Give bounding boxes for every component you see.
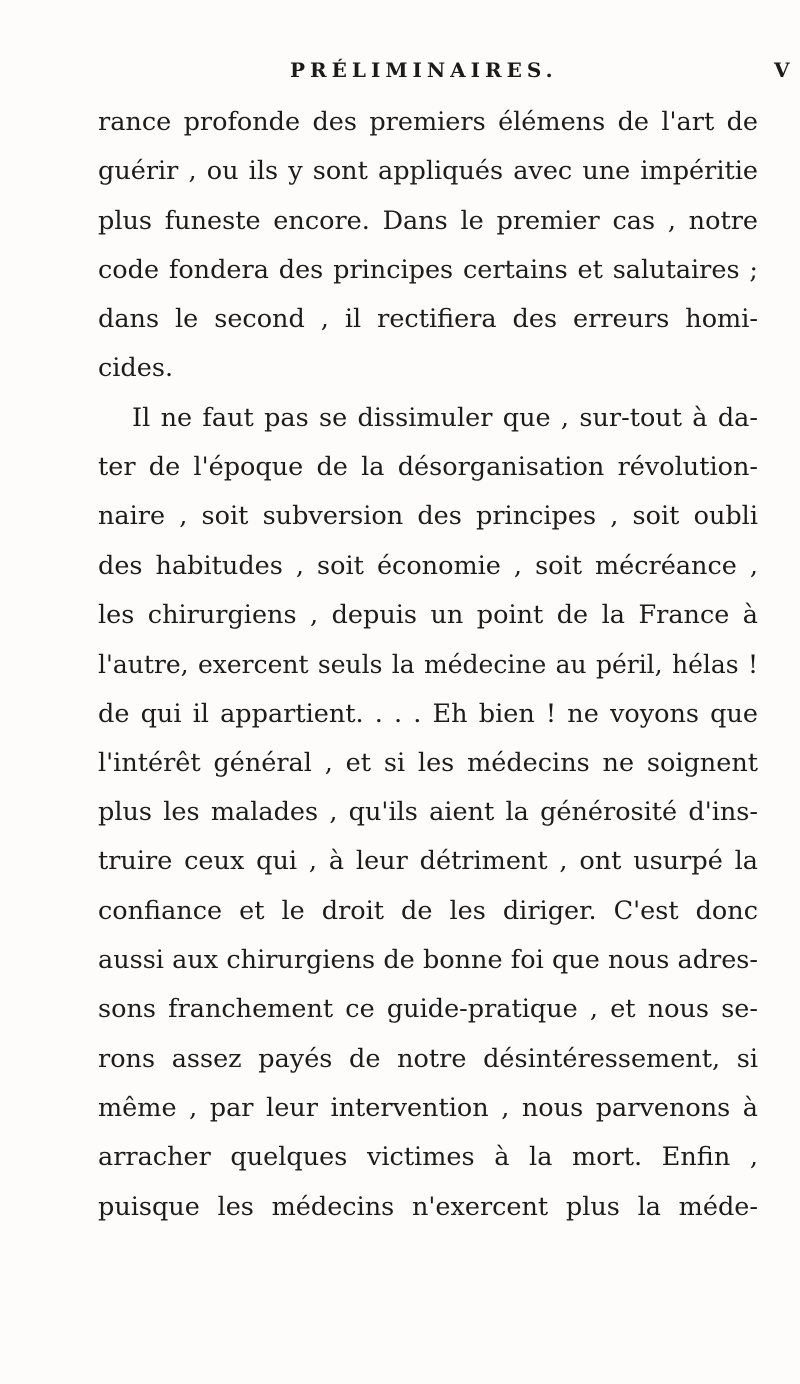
text-line: aussi aux chirurgiens de bonne foi que nous adres- bbox=[98, 945, 758, 976]
text-line: truire ceux qui , à leur détriment , ont usurpé la bbox=[98, 846, 758, 877]
text-line: plus funeste encore. Dans le premier cas , notre bbox=[98, 205, 758, 236]
page-number: V bbox=[774, 58, 790, 82]
text-line: des habitudes , soit économie , soit mécréance , bbox=[98, 550, 758, 581]
text-line: ter de l'époque de la désorganisation révolution- bbox=[98, 452, 758, 483]
text-line: sons franchement ce guide-pratique , et nous se- bbox=[98, 994, 758, 1025]
text-line: naire , soit subversion des principes , soit oubli bbox=[98, 501, 758, 532]
text-line: plus les malades , qu'ils aient la générosité d'ins- bbox=[98, 797, 758, 828]
text-line: confiance et le droit de les diriger. C'est donc bbox=[98, 895, 758, 926]
running-head-title: PRÉLIMINAIRES. bbox=[290, 58, 558, 82]
text-line: même , par leur intervention , nous parvenons à bbox=[98, 1092, 758, 1123]
text-line: guérir , ou ils y sont appliqués avec une impéritie bbox=[98, 156, 758, 187]
text-line: l'autre, exercent seuls la médecine au péril, hélas ! bbox=[98, 650, 758, 680]
body-text bbox=[98, 98, 758, 1232]
running-head bbox=[290, 58, 800, 88]
text-line: l'intérêt général , et si les médecins ne soignent bbox=[98, 747, 758, 778]
text-line: de qui il appartient. . . . Eh bien ! ne voyons que bbox=[98, 698, 758, 729]
text-line: code fondera des principes certains et salutaires ; bbox=[98, 254, 758, 285]
paragraph-end-line: cides. bbox=[98, 353, 174, 384]
text-line: arracher quelques victimes à la mort. Enfin , bbox=[98, 1142, 758, 1173]
text-line: les chirurgiens , depuis un point de la France à bbox=[98, 599, 758, 630]
text-line: puisque les médecins n'exercent plus la méde- bbox=[98, 1191, 758, 1222]
text-line: dans le second , il rectifiera des erreurs homi- bbox=[98, 304, 758, 335]
text-line: rons assez payés de notre désintéressement, si bbox=[98, 1043, 758, 1074]
paragraph-start-line: Il ne faut pas se dissimuler que , sur-tout à da- bbox=[132, 402, 758, 433]
text-line: rance profonde des premiers élémens de l'art de bbox=[98, 107, 758, 137]
